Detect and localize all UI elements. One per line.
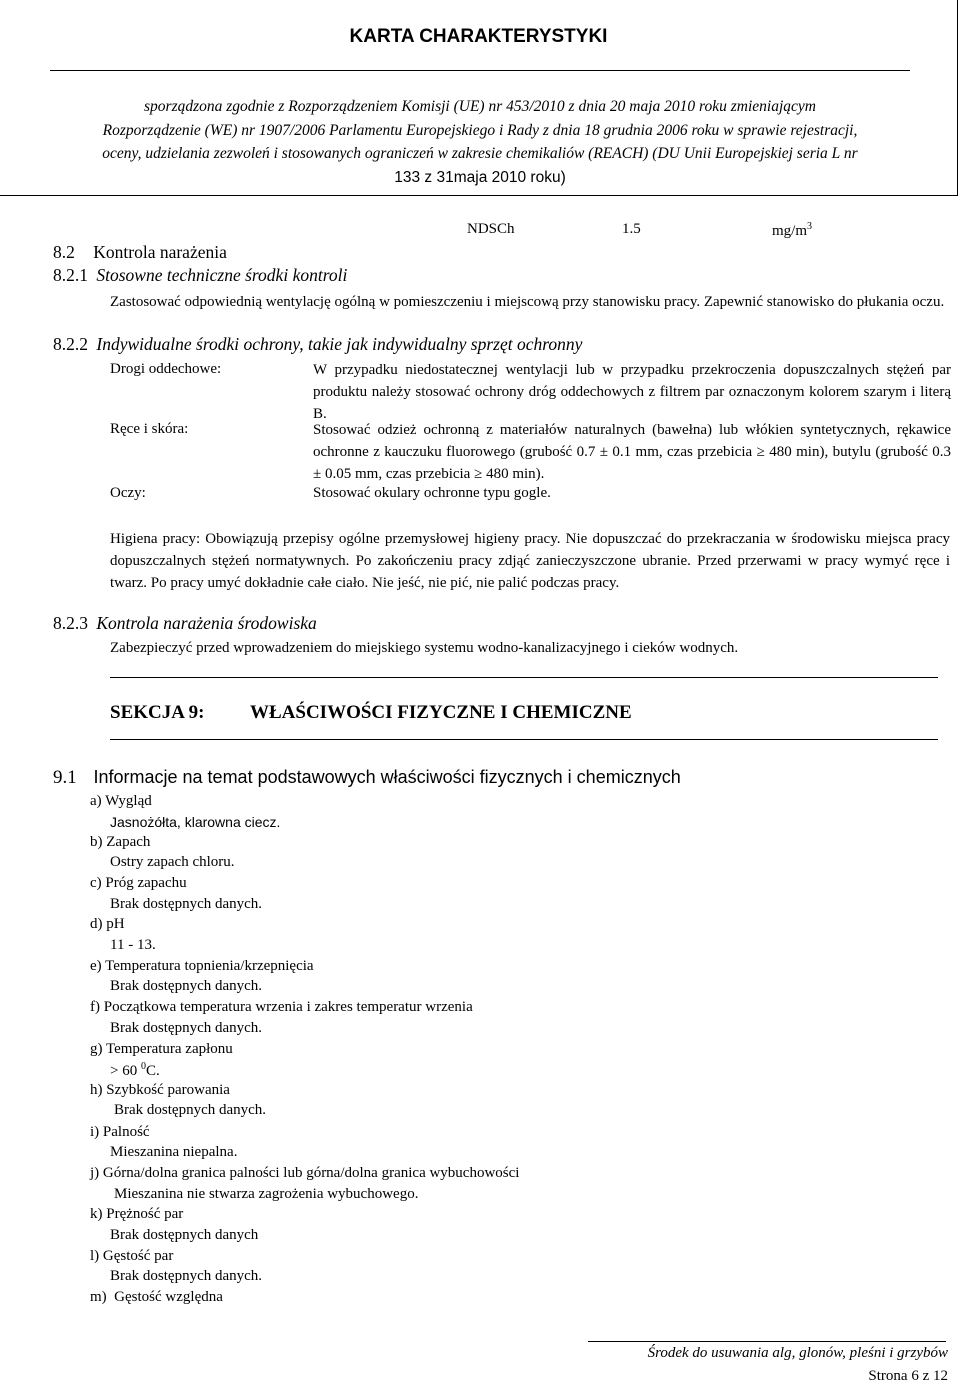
property-value: Jasnożółta, klarowna ciecz. [110, 814, 281, 830]
section-8-2-1-heading [53, 265, 347, 286]
property-item: m) Gęstość względna [90, 1289, 223, 1305]
regulation-line: 133 z 31maja 2010 roku) [394, 168, 566, 186]
property-item: b) Zapach [90, 834, 151, 850]
section-number: 8.2.3 [53, 613, 88, 633]
section-title: Kontrola narażenia środowiska [96, 613, 317, 633]
property-value: Mieszanina nie stwarza zagrożenia wybuchowego. [114, 1186, 419, 1202]
hygiene-text: Higiena pracy: Obowiązują przepisy ogólne przemysłowej higieny pracy. Nie dopuszczać do przekraczania w środowisku miejsca pracy dopuszczalnych stężeń normatywnych. Po zakończeniu pracy zdjąć zanieczyszczone ubranie. Przed przerwami w pracy wymyć ręce i twarz. Po pracy umyć dokładnie całe ciało. Nie jeść, nie pić, nie palić podczas pracy. [110, 531, 950, 591]
ndsch-value: 1.5 [622, 221, 641, 237]
ndsch-label: NDSCh [467, 221, 515, 237]
section-8-2-2-heading [53, 334, 582, 355]
section-8-2-1-text: Zastosować odpowiednią wentylację ogólną w pomieszczeniu i miejscową przy stanowisku pracy. Zapewnić stanowisko do płukania oczu. [110, 294, 945, 310]
ppe-text-hands-skin: Stosować odzież ochronną z materiałów naturalnych (bawełna) lub włókien syntetycznych, rękawice ochronne z kauczuku fluorowego (grubość 0.7 ± 0.1 mm, czas przebicia ≥ 480 min), butylu (grubość 0.3 ± 0.05 mm, czas przebicia ≥ 480 min). [313, 422, 951, 482]
property-value: Brak dostępnych danych. [110, 1020, 263, 1036]
document-header [0, 0, 958, 196]
section-9-label: SEKCJA 9: [110, 702, 205, 723]
property-item: h) Szybkość parowania [90, 1082, 230, 1098]
section-number: 9.1 [53, 767, 77, 788]
property-item: g) Temperatura zapłonu [90, 1041, 233, 1057]
property-item: l) Gęstość par [90, 1248, 174, 1264]
footer-rule [588, 1341, 946, 1342]
property-item: c) Próg zapachu [90, 875, 187, 891]
property-value: Brak dostępnych danych. [110, 978, 263, 994]
ppe-label-hands-skin: Ręce i skóra: [110, 421, 189, 437]
regulation-line: sporządzona zgodnie z Rozporządzeniem Komisji (UE) nr 453/2010 z dnia 20 maja 2010 roku zmieniającym [144, 98, 816, 115]
property-item: i) Palność [90, 1124, 150, 1140]
document-title: KARTA CHARAKTERYSTYKI [349, 26, 608, 47]
property-item: j) Górna/dolna granica palności lub górna/dolna granica wybuchowości [90, 1165, 520, 1181]
property-value: > 60 $^0$C. [110, 1061, 160, 1079]
property-value: 11 - 13. [110, 937, 156, 953]
regulation-line: oceny, udzielania zezwoleń i stosowanych ograniczeń w zakresie chemikaliów (REACH) (DU Unii Europejskiej seria L nr [102, 145, 858, 162]
section-number: 8.2.2 [53, 334, 88, 354]
regulation-text [40, 95, 920, 189]
ppe-label-eyes: Oczy: [110, 485, 146, 501]
divider [110, 739, 938, 740]
property-item: k) Prężność par [90, 1206, 184, 1222]
section-title: Kontrola narażenia [93, 242, 227, 262]
ppe-text-eyes: Stosować okulary ochronne typu gogle. [313, 485, 551, 501]
section-8-2-heading [53, 242, 227, 263]
property-value: Mieszanina niepalna. [110, 1144, 238, 1160]
section-number: 8.2 [53, 242, 75, 262]
title-underline [50, 70, 910, 71]
property-item: d) pH [90, 916, 125, 932]
property-item: a) Wygląd [90, 793, 152, 809]
property-value: Brak dostępnych danych [110, 1227, 259, 1243]
ppe-label-respiratory: Drogi oddechowe: [110, 361, 222, 377]
property-value: Brak dostępnych danych. [110, 896, 263, 912]
section-title: Indywidualne środki ochrony, takie jak indywidualny sprzęt ochronny [96, 334, 583, 354]
ndsch-unit: $mg/m^3$ [772, 221, 813, 239]
section-8-2-3-text: Zabezpieczyć przed wprowadzeniem do miejskiego systemu wodno-kanalizacyjnego i cieków wodnych. [110, 640, 739, 656]
section-title: Informacje na temat podstawowych właściwości fizycznych i chemicznych [93, 767, 681, 787]
ppe-text-respiratory: W przypadku niedostatecznej wentylacji lub w przypadku przekroczenia dopuszczalnych stężeń par produktu należy stosować ochrony dróg oddechowych z filtrem par oznaczonym kolorem szarym i literą B. [313, 362, 951, 422]
section-9-title: WŁAŚCIWOŚCI FIZYCZNE I CHEMICZNE [250, 702, 632, 723]
property-value: Brak dostępnych danych. [110, 1268, 263, 1284]
section-9-1-heading [53, 767, 681, 789]
section-8-2-3-heading [53, 613, 317, 634]
property-value: Brak dostępnych danych. [114, 1102, 267, 1118]
property-item: e) Temperatura topnienia/krzepnięcia [90, 958, 314, 974]
divider [110, 677, 938, 678]
regulation-line: Rozporządzenie (WE) nr 1907/2006 Parlamentu Europejskiego i Rady z dnia 18 grudnia 2006 roku w sprawie rejestracji, [102, 121, 858, 139]
property-item: f) Początkowa temperatura wrzenia i zakres temperatur wrzenia [90, 999, 473, 1015]
footer-page-number: Strona 6 z 12 [868, 1368, 948, 1384]
property-value: Ostry zapach chloru. [110, 854, 235, 870]
footer-product-name: Środek do usuwania alg, glonów, pleśni i grzybów [647, 1345, 948, 1361]
section-title: Stosowne techniczne środki kontroli [96, 265, 348, 285]
section-number: 8.2.1 [53, 265, 88, 285]
